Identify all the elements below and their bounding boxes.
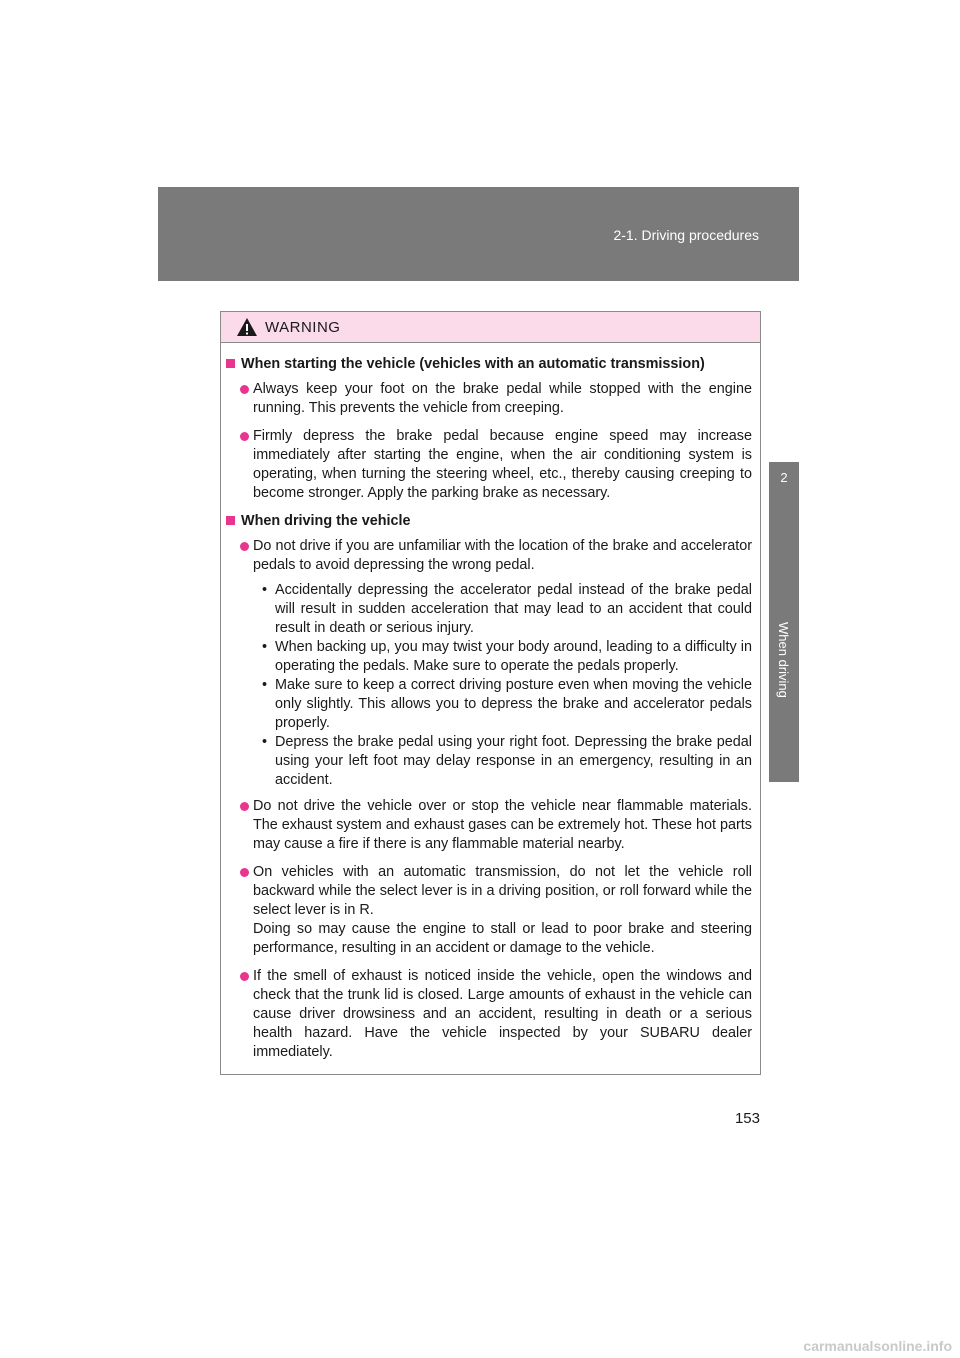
list-item: On vehicles with an automatic transmission, do not let the vehicle roll backward while the select lever is in a driving position, or roll forward while the select lever is in R. Doing so may cause the engine to stall or lead to poor brake and steering performance, resulting in an accident or damage to the vehicle. — [225, 863, 752, 958]
warning-triangle-icon — [236, 317, 258, 337]
circle-bullet-icon — [240, 542, 249, 551]
sub-list-item: • Depress the brake pedal using your right foot. Depressing the brake pedal using your left foot may delay response in an emergency, resulting in an accident. — [262, 734, 752, 788]
sub-list — [253, 581, 752, 790]
circle-bullet-icon — [240, 972, 249, 981]
watermark: carmanualsonline.info — [803, 1338, 952, 1354]
sub-list-item: • Make sure to keep a correct driving posture even when moving the vehicle only slightly. This allows you to depress the brake and accelerator pedals properly. — [262, 677, 752, 731]
sub-list-item: • When backing up, you may twist your body around, leading to a difficulty in operating the pedals. Make sure to operate the pedals properly. — [262, 639, 752, 674]
list-item: Do not drive the vehicle over or stop the vehicle near flammable materials. The exhaust system and exhaust gases can be extremely hot. These hot parts may cause a fire if there is any flammable material nearby. — [225, 797, 752, 854]
circle-bullet-icon — [240, 868, 249, 877]
chapter-number: 2 — [780, 470, 788, 485]
chapter-label: When driving — [776, 622, 791, 698]
list-item: Firmly depress the brake pedal because engine speed may increase immediately after starting the engine, when the air conditioning system is operating, when turning the steering wheel, etc., thereby causing creeping to become stronger. Apply the parking brake as necessary. — [225, 427, 752, 503]
list-item: Do not drive if you are unfamiliar with the location of the brake and accelerator pedals to avoid depressing the wrong pedal. — [225, 537, 752, 575]
square-bullet-icon — [226, 359, 235, 368]
list-item: Always keep your foot on the brake pedal while stopped with the engine running. This prevents the vehicle from creeping. — [225, 380, 752, 418]
circle-bullet-icon — [240, 385, 249, 394]
square-bullet-icon — [226, 516, 235, 525]
section-heading: When starting the vehicle (vehicles with an automatic transmission) — [225, 355, 752, 374]
warning-content — [221, 343, 760, 1071]
chapter-side-tab — [769, 462, 799, 782]
page-number: 153 — [734, 1110, 760, 1127]
section-heading: When driving the vehicle — [225, 512, 752, 531]
section-header-band — [158, 187, 799, 281]
sub-list-item: • Accidentally depressing the accelerator pedal instead of the brake pedal will result in sudden acceleration that may lead to an accident that could result in death or serious injury. — [262, 582, 752, 636]
circle-bullet-icon — [240, 432, 249, 441]
warning-header — [221, 312, 760, 343]
section-title: 2-1. Driving procedures — [613, 227, 759, 243]
warning-box — [220, 311, 761, 1075]
list-item: If the smell of exhaust is noticed inside the vehicle, open the windows and check that the trunk lid is closed. Large amounts of exhaust in the vehicle can cause driver drowsiness and an accident, resulting in death or a serious health hazard. Have the vehicle inspected by your SUBARU dealer immediately. — [225, 967, 752, 1062]
warning-title: WARNING — [265, 319, 341, 336]
circle-bullet-icon — [240, 802, 249, 811]
